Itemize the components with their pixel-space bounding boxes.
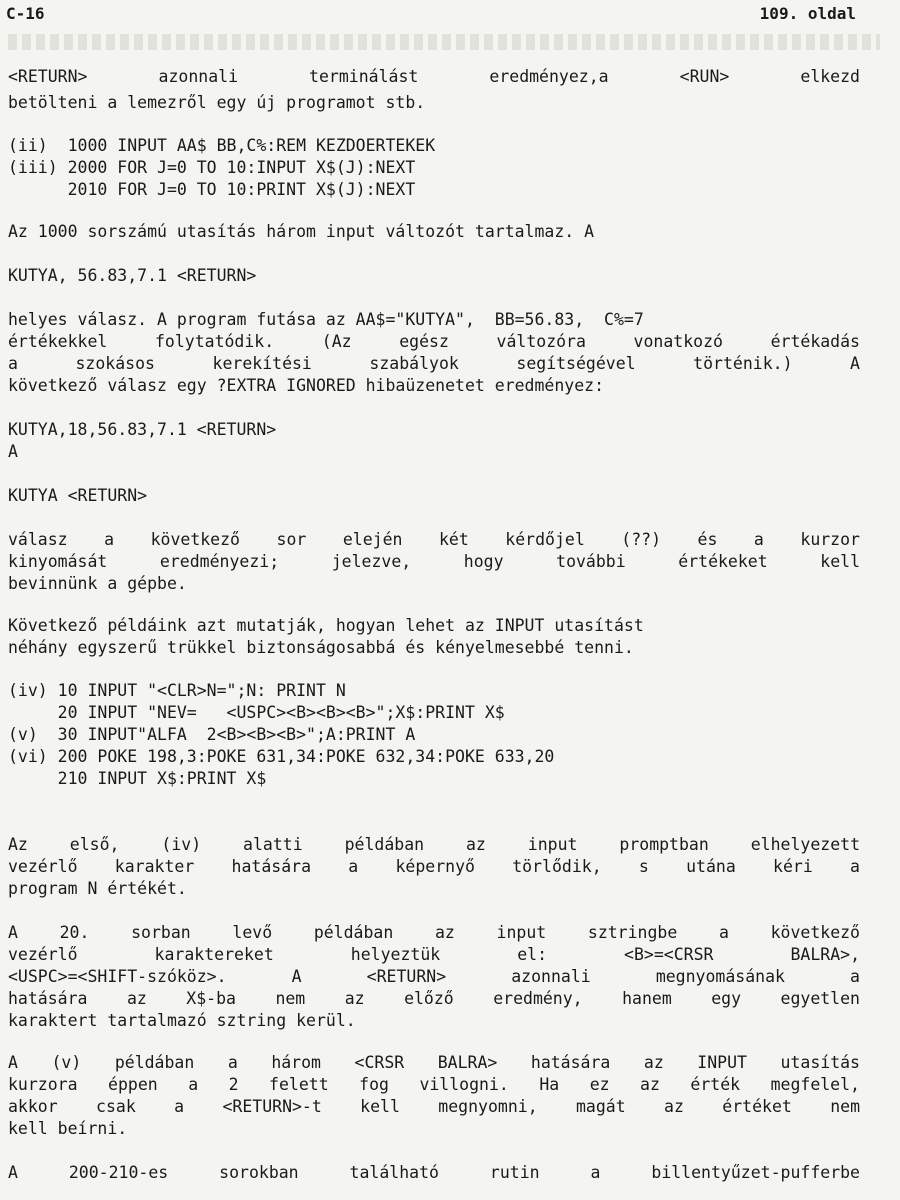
text-line: a szokásos kerekítési szabályok segítségével történik.) A	[8, 354, 860, 373]
code-line: (vi) 200 POKE 198,3:POKE 631,34:POKE 632,34:POKE 633,20	[8, 747, 555, 766]
text-line: <RETURN> azonnali terminálást eredményez,a <RUN> elkezd	[8, 67, 860, 86]
code-line: (ii) 1000 INPUT AA$ BB,C%:REM KEZDOERTEKEK	[8, 136, 436, 155]
code-line: 210 INPUT X$:PRINT X$	[8, 769, 267, 788]
text-line: Az 1000 sorszámú utasítás három input változót tartalmaz. A	[8, 222, 595, 241]
text-line: A (v) példában a három <CRSR BALRA> hatására az INPUT utasítás	[8, 1053, 860, 1072]
code-line: 20 INPUT "NEV= <USPC><B><B><B>";X$:PRINT X$	[8, 703, 505, 722]
text-line: A	[8, 442, 18, 461]
text-line: A 200-210-es sorokban található rutin a billentyűzet-pufferbe	[8, 1163, 860, 1182]
code-line: KUTYA, 56.83,7.1 <RETURN>	[8, 266, 257, 285]
text-line: vezérlő karaktereket helyeztük el: <B>=<CRSR BALRA>,	[8, 945, 860, 964]
text-line: értékekkel folytatódik. (Az egész változóra vonatkozó értékadás	[8, 332, 860, 351]
code-line: 2010 FOR J=0 TO 10:PRINT X$(J):NEXT	[8, 180, 416, 199]
page-number: 109. oldal	[759, 4, 856, 23]
page-header	[6, 4, 856, 26]
code-line: (iii) 2000 FOR J=0 TO 10:INPUT X$(J):NEXT	[8, 158, 416, 177]
text-line: karaktert tartalmazó sztring kerül.	[8, 1011, 356, 1030]
text-line: vezérlő karakter hatására a képernyő törlődik, s utána kéri a	[8, 857, 860, 876]
text-line: következő válasz egy ?EXTRA IGNORED hibaüzenetet eredményez:	[8, 376, 605, 395]
text-line: betölteni a lemezről egy új programot stb.	[8, 93, 426, 112]
code-line: (v) 30 INPUT"ALFA 2<B><B><B>";A:PRINT A	[8, 725, 416, 744]
text-line: Az első, (iv) alatti példában az input promptban elhelyezett	[8, 835, 860, 854]
text-line: program N értékét.	[8, 879, 187, 898]
text-line: kinyomását eredményezi; jelezve, hogy további értékeket kell	[8, 552, 860, 571]
text-line: Következő példáink azt mutatják, hogyan lehet az INPUT utasítást	[8, 616, 644, 635]
text-line: válasz a következő sor elején két kérdőjel (??) és a kurzor	[8, 530, 860, 549]
text-line: A 20. sorban levő példában az input sztringbe a következő	[8, 923, 860, 942]
text-line: hatására az X$-ba nem az előző eredmény, hanem egy egyetlen	[8, 989, 860, 1008]
code-line: KUTYA,18,56.83,7.1 <RETURN>	[8, 420, 277, 439]
text-line: helyes válasz. A program futása az AA$="KUTYA", BB=56.83, C%=7	[8, 310, 644, 329]
text-line: <USPC>=<SHIFT-szóköz>. A <RETURN> azonnali megnyomásának a	[8, 967, 860, 986]
text-line: akkor csak a <RETURN>-t kell megnyomni, magát az értéket nem	[8, 1097, 860, 1116]
code-line: KUTYA <RETURN>	[8, 486, 148, 505]
code-line: (iv) 10 INPUT "<CLR>N=";N: PRINT N	[8, 681, 346, 700]
text-line: néhány egyszerű trükkel biztonságosabbá és kényelmesebbé tenni.	[8, 638, 634, 657]
text-line: bevinnünk a gépbe.	[8, 574, 187, 593]
text-line: kurzora éppen a 2 felett fog villogni. Ha ez az érték megfelel,	[8, 1075, 860, 1094]
text-line: kell beírni.	[8, 1119, 128, 1138]
page-code: C-16	[6, 4, 45, 23]
